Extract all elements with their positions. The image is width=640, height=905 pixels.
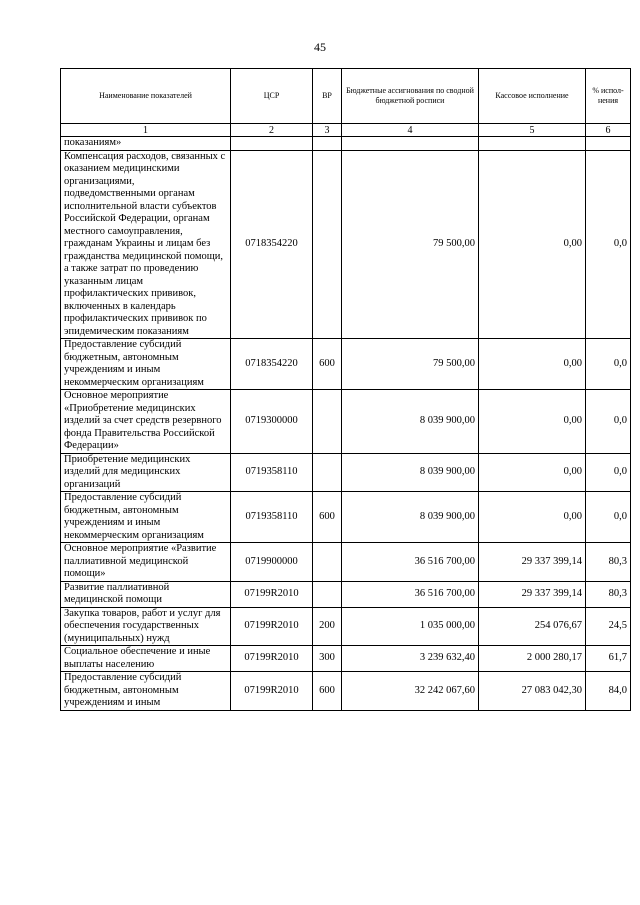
row-vr: 200 (313, 607, 342, 646)
row-vr (313, 453, 342, 492)
row-percent: 0,0 (586, 492, 631, 543)
table-row (61, 150, 631, 339)
row-name: Основное мероприятие «Развитие паллиативной медицинской помощи» (61, 543, 231, 582)
row-cash-amount: 29 337 399,14 (479, 543, 586, 582)
row-vr (313, 543, 342, 582)
row-percent: 61,7 (586, 646, 631, 672)
budget-execution-table (60, 68, 631, 711)
row-cash-amount: 0,00 (479, 150, 586, 339)
row-csr: 0718354220 (231, 339, 313, 390)
row-name: Приобретение медицинских изделий для медицинских организаций (61, 453, 231, 492)
header-percent: % испол-нения (586, 69, 631, 124)
row-cash-amount: 29 337 399,14 (479, 581, 586, 607)
column-number: 5 (479, 124, 586, 137)
row-vr (313, 390, 342, 454)
table-row (61, 543, 631, 582)
row-csr: 07199R2010 (231, 672, 313, 711)
row-vr: 300 (313, 646, 342, 672)
header-vr: ВР (313, 69, 342, 124)
row-csr: 07199R2010 (231, 581, 313, 607)
row-vr (313, 150, 342, 339)
row-budget-amount: 8 039 900,00 (342, 453, 479, 492)
column-number: 1 (61, 124, 231, 137)
header-budget: Бюджетные ассигнования по сводной бюджетной росписи (342, 69, 479, 124)
table-row (61, 492, 631, 543)
row-percent: 0,0 (586, 150, 631, 339)
column-number-row (61, 124, 631, 137)
row-cash-amount: 0,00 (479, 492, 586, 543)
row-budget-amount: 79 500,00 (342, 150, 479, 339)
table-row (61, 607, 631, 646)
row-cash-amount (479, 137, 586, 151)
row-budget-amount: 32 242 067,60 (342, 672, 479, 711)
row-percent: 80,3 (586, 581, 631, 607)
row-csr: 0719358110 (231, 492, 313, 543)
table-row (61, 339, 631, 390)
row-csr: 07199R2010 (231, 646, 313, 672)
row-vr: 600 (313, 339, 342, 390)
row-budget-amount: 8 039 900,00 (342, 390, 479, 454)
row-vr (313, 581, 342, 607)
row-cash-amount: 0,00 (479, 390, 586, 454)
table-row (61, 581, 631, 607)
row-cash-amount: 27 083 042,30 (479, 672, 586, 711)
row-name: Развитие паллиативной медицинской помощи (61, 581, 231, 607)
header-csr: ЦСР (231, 69, 313, 124)
row-budget-amount: 3 239 632,40 (342, 646, 479, 672)
row-vr: 600 (313, 492, 342, 543)
header-row (61, 69, 631, 124)
row-budget-amount: 1 035 000,00 (342, 607, 479, 646)
row-name: Предоставление субсидий бюджетным, автономным учреждениям и иным некоммерческим организациям (61, 339, 231, 390)
row-vr: 600 (313, 672, 342, 711)
header-name: Наименование показателей (61, 69, 231, 124)
row-percent: 84,0 (586, 672, 631, 711)
row-budget-amount: 8 039 900,00 (342, 492, 479, 543)
row-percent: 0,0 (586, 339, 631, 390)
row-budget-amount (342, 137, 479, 151)
row-name: Компенсация расходов, связанных с оказанием медицинскими организациями, подведомственными органам исполнительной власти субъектов Российской Федерации, органам местного самоуправления, гражданам Украины и лицам без гражданства медицинской помощи, а также затрат по проведению указанным лицам профилактических прививок, включенных в календарь профилактических прививок по эпидемическим показаниям (61, 150, 231, 339)
table-row (61, 390, 631, 454)
row-csr: 07199R2010 (231, 607, 313, 646)
table-row (61, 646, 631, 672)
column-number: 2 (231, 124, 313, 137)
header-cash: Кассовое исполнение (479, 69, 586, 124)
row-cash-amount: 0,00 (479, 453, 586, 492)
row-name: Предоставление субсидий бюджетным, автономным учреждениям и иным (61, 672, 231, 711)
row-csr: 0719300000 (231, 390, 313, 454)
row-vr (313, 137, 342, 151)
row-name: показаниям» (61, 137, 231, 151)
column-number: 3 (313, 124, 342, 137)
row-csr: 0718354220 (231, 150, 313, 339)
row-percent: 0,0 (586, 390, 631, 454)
row-budget-amount: 36 516 700,00 (342, 543, 479, 582)
row-name: Основное мероприятие «Приобретение медицинских изделий за счет средств резервного фонда Правительства Российской Федерации» (61, 390, 231, 454)
row-name: Закупка товаров, работ и услуг для обеспечения государственных (муниципальных) нужд (61, 607, 231, 646)
row-percent: 80,3 (586, 543, 631, 582)
column-number: 4 (342, 124, 479, 137)
row-percent (586, 137, 631, 151)
page-number: 45 (314, 40, 326, 54)
column-number: 6 (586, 124, 631, 137)
row-cash-amount: 0,00 (479, 339, 586, 390)
row-name: Социальное обеспечение и иные выплаты населению (61, 646, 231, 672)
row-cash-amount: 2 000 280,17 (479, 646, 586, 672)
table-row (61, 672, 631, 711)
row-percent: 24,5 (586, 607, 631, 646)
table-row (61, 453, 631, 492)
row-name: Предоставление субсидий бюджетным, автономным учреждениям и иным некоммерческим организациям (61, 492, 231, 543)
row-csr: 0719900000 (231, 543, 313, 582)
row-percent: 0,0 (586, 453, 631, 492)
row-csr: 0719358110 (231, 453, 313, 492)
table-row (61, 137, 631, 151)
row-budget-amount: 79 500,00 (342, 339, 479, 390)
row-cash-amount: 254 076,67 (479, 607, 586, 646)
row-csr (231, 137, 313, 151)
row-budget-amount: 36 516 700,00 (342, 581, 479, 607)
